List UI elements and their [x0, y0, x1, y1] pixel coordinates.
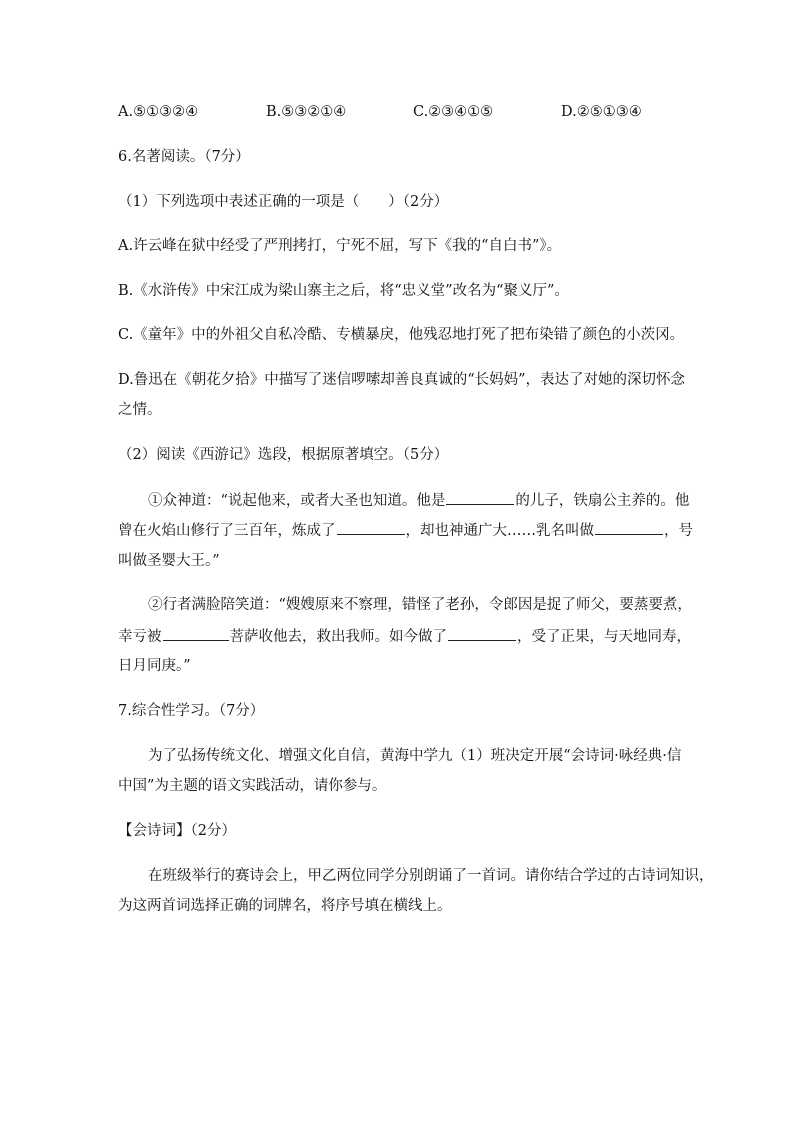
passage1-text: 的儿子，铁扇公主养的。他: [515, 493, 690, 509]
passage1-line3: 叫做圣婴大王。”: [118, 553, 220, 569]
q6-option-a: A.许云峰在狱中经受了严刑拷打，宁死不屈，写下《我的“自白书”》。: [118, 238, 562, 254]
q6-option-b: B.《水浒传》中宋江成为梁山寨主之后，将“忠义堂”改名为“聚义厅”。: [118, 283, 569, 299]
passage1-text: 曾在火焰山修行了三百年，炼成了: [118, 523, 336, 539]
passage1-text: ，号: [664, 523, 693, 539]
fill-blank[interactable]: [163, 626, 229, 641]
q6-part1-stem: （1）下列选项中表述正确的一项是（ ）（2分）: [118, 194, 449, 210]
q6-option-d-line2: 之情。: [118, 402, 162, 418]
passage2-line1: ②行者满脸陪笑道：“嫂嫂原来不察理，错怪了老孙，令郎因是捉了师父，要蒸要煮，: [148, 597, 692, 613]
fill-blank[interactable]: [595, 520, 663, 535]
q7-section-title: 【会诗词】（2分）: [118, 823, 236, 839]
q5-option-d: D.②⑤①③④: [561, 104, 642, 120]
passage2-text: 幸亏被: [118, 629, 162, 645]
q7-section-text-line2: 为这两首词选择正确的词牌名，将序号填在横线上。: [118, 898, 452, 914]
q5-option-b: B.⑤③②①④: [266, 104, 347, 120]
passage2-text: ，受了正果，与天地同寿，: [517, 629, 691, 645]
passage1-text: ，却也神通广大……乳名叫做: [405, 523, 594, 539]
q6-option-c: C.《童年》中的外祖父自私冷酷、专横暴戾，他残忍地打死了把布染错了颜色的小茨冈。: [118, 327, 685, 343]
passage2-line3: 日月同庚。”: [118, 658, 191, 674]
q7-intro-line2: 中国”为主题的语文实践活动，请你参与。: [118, 778, 387, 794]
passage2-text: 菩萨收他去，救出我师。如今做了: [229, 629, 447, 645]
q7-heading: 7.综合性学习。（7分）: [118, 703, 265, 719]
q7-intro-line1: 为了弘扬传统文化、增强文化自信，黄海中学九（1）班决定开展“会诗词·咏经典·信: [148, 748, 682, 764]
fill-blank[interactable]: [446, 490, 514, 505]
passage1-line1: [148, 490, 689, 511]
passage2-line2: [118, 626, 691, 647]
fill-blank[interactable]: [337, 520, 405, 535]
passage1-line2: [118, 520, 693, 541]
q7-section-text-line1: 在班级举行的赛诗会上，甲乙两位同学分别朗诵了一首词。请你结合学过的古诗词知识，: [148, 868, 714, 884]
q6-heading: 6.名著阅读。（7分）: [118, 149, 250, 165]
q6-part2-stem: （2）阅读《西游记》选段，根据原著填空。（5分）: [118, 447, 449, 463]
q5-option-a: A.⑤①③②④: [118, 104, 199, 120]
fill-blank[interactable]: [448, 626, 516, 641]
q5-option-c: C.②③④①⑤: [413, 104, 494, 120]
q6-option-d-line1: D.鲁迅在《朝花夕拾》中描写了迷信啰嗦却善良真诚的“长妈妈”，表达了对她的深切怀念: [118, 372, 686, 388]
passage1-text: ①众神道：“说起他来，或者大圣也知道。他是: [148, 493, 446, 509]
